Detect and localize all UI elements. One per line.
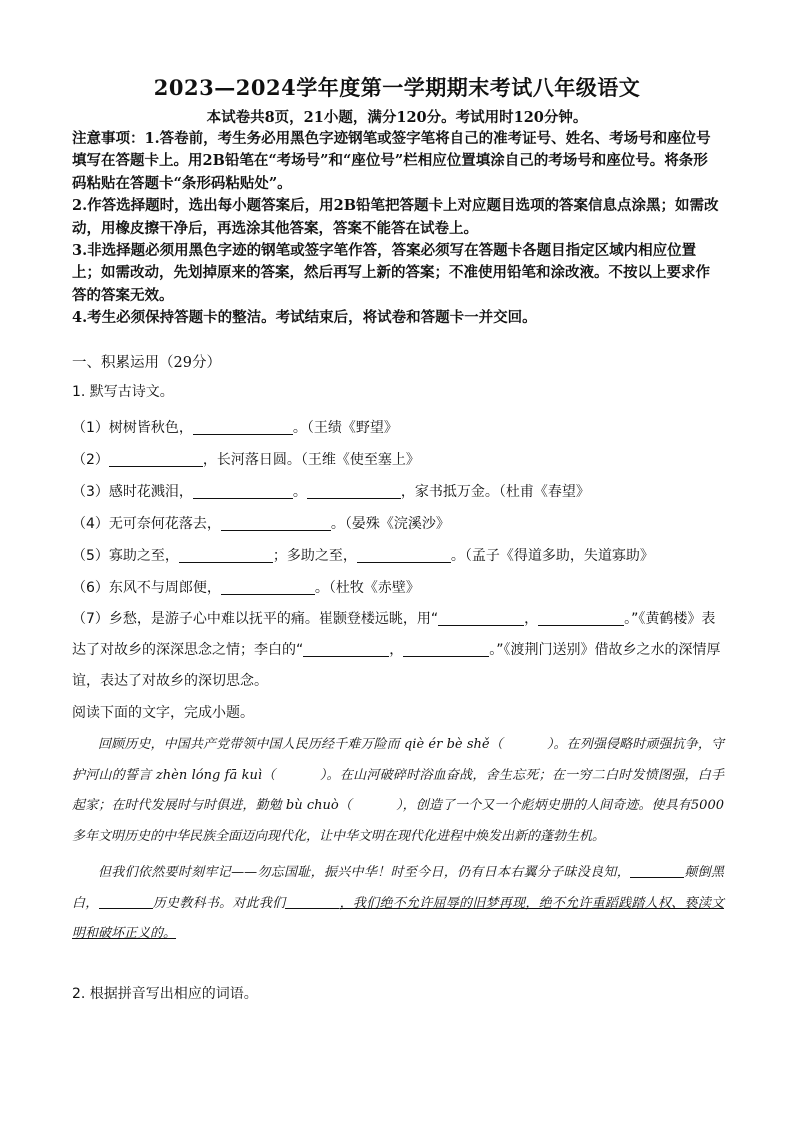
- q1-item-7: [72, 604, 724, 689]
- answer-blank[interactable]: [403, 640, 489, 657]
- answer-blank[interactable]: [109, 450, 203, 467]
- passage-text: 但我们依然要时刻牢记——勿忘国耻，振兴中华！时至今日，仍有日本右翼分子昧没良知，: [98, 865, 631, 880]
- exam-subtitle: 本试卷共8页，21小题，满分120分。考试用时120分钟。: [206, 109, 588, 126]
- q1-item-2: [72, 444, 724, 476]
- note-4: 4.考生必须保持答题卡的整洁。考试结束后，将试卷和答题卡一并交回。: [72, 309, 537, 327]
- q1-item-3: [72, 476, 724, 508]
- passage-text: ）。在列强侵略时顽强抗争，守护河山的誓言 zhèn lóng fā kuì（: [72, 737, 724, 783]
- underlined-sentence: ，我们绝不允许屈辱的旧梦再现，绝不允许重蹈践踏人权、亵渎文明和破坏正义的。: [72, 895, 724, 941]
- item-text: 。（孟子《得道多助，失道寡助》: [450, 548, 654, 564]
- answer-blank[interactable]: [438, 609, 524, 626]
- item-text: （1）树树皆秋色，: [72, 420, 193, 436]
- question-1-items: [72, 412, 724, 689]
- answer-blank[interactable]: [221, 578, 315, 595]
- q1-item-6: [72, 572, 724, 604]
- item-text: （2）: [72, 452, 109, 468]
- reading-intro: 阅读下面的文字，完成小题。: [72, 705, 254, 721]
- question-2-title: 2. 根据拼音写出相应的词语。: [72, 986, 258, 1002]
- item-text: 。（杜牧《赤壁》: [314, 580, 420, 596]
- reading-passage: [72, 730, 724, 956]
- item-text: （5）寡助之至，: [72, 548, 179, 564]
- q1-item-4: [72, 508, 724, 540]
- passage-text: 历史教科书。对此我们: [152, 895, 286, 911]
- item-text: 。（晏殊《浣溪沙》: [330, 516, 450, 532]
- item-text: 。（王绩《野望》: [292, 420, 398, 436]
- passage-text: 颠倒黑白，: [72, 865, 724, 911]
- exam-notes: [72, 128, 722, 330]
- item-text: ，: [524, 611, 539, 627]
- word-answer-blank[interactable]: [630, 863, 684, 878]
- answer-blank[interactable]: [357, 546, 451, 563]
- item-text: ；多助之至，: [272, 548, 357, 564]
- answer-blank[interactable]: [193, 482, 293, 499]
- note-3: 3.非选择题必须用黑色字迹的钢笔或签字笔作答，答案必须写在答题卡各题目指定区域内相应位置上；如需改动，先划掉原来的答案，然后再写上新的答案；不准使用铅笔和涂改液。不按以上要求作答的答案无效。: [72, 242, 710, 304]
- passage-text: ）。在山河破碎时浴血奋战，舍生忘死；在一穷二白时发愤图强，白手起家；在时代发展时与时俱进，勤勉 bù chuò（: [72, 767, 724, 813]
- item-text: 。”《渡荆门送别》借故乡之水的深情厚谊，表达了对故乡的深切思念。: [72, 642, 721, 689]
- item-text: （4）无可奈何花落去，: [72, 516, 221, 532]
- item-text: ，长河落日圆。（王维《使至塞上》: [202, 452, 420, 468]
- passage-paragraph-1: [72, 730, 724, 852]
- answer-blank[interactable]: [193, 418, 293, 435]
- note-2: 2.作答选择题时，选出每小题答案后，用2B铅笔把答题卡上对应题目选项的答案信息点涂黑；如需改动，用橡皮擦干净后，再选涂其他答案，答案不能答在试卷上。: [72, 197, 719, 237]
- note-1: 注意事项：1.答卷前，考生务必用黑色字迹钢笔或签字笔将自己的准考证号、姓名、考场号和座位号填写在答题卡上。用2B铅笔在“考场号”和“座位号”栏相应位置填涂自己的考场号和座位号。将条形码粘贴在答题卡“条形码粘贴处”。: [72, 130, 711, 192]
- q1-item-1: [72, 412, 724, 444]
- item-text: （6）东风不与周郎便，: [72, 580, 221, 596]
- word-answer-blank[interactable]: [99, 894, 153, 909]
- q1-item-5: [72, 540, 724, 572]
- item-text: 。: [292, 484, 307, 500]
- section-heading: 一、积累运用（29分）: [72, 355, 221, 371]
- passage-text: ），创造了一个又一个彪炳史册的人间奇迹。使具有5000多年文明历史的中华民族全面迈向现代化，让中华文明在现代化进程中焕发出新的蓬勃生机。: [72, 798, 724, 844]
- answer-blank[interactable]: [538, 609, 624, 626]
- passage-paragraph-2: [72, 858, 724, 950]
- answer-blank[interactable]: [307, 482, 401, 499]
- question-1-title: 1. 默写古诗文。: [72, 384, 174, 400]
- answer-blank[interactable]: [221, 514, 331, 531]
- word-answer-blank[interactable]: [285, 894, 339, 909]
- answer-blank[interactable]: [179, 546, 273, 563]
- item-text: ，家书抵万金。（杜甫《春望》: [400, 484, 590, 500]
- exam-title: 2023—2024学年度第一学期期末考试八年级语文: [153, 75, 641, 100]
- item-text: （7）乡愁，是游子心中难以抚平的痛。崔颢登楼远眺，用“: [72, 611, 439, 627]
- item-text: 。”《黄鹤楼》表达了对故乡的深深思念之情；李白的“: [72, 611, 716, 658]
- item-text: （3）感时花溅泪，: [72, 484, 193, 500]
- answer-blank[interactable]: [303, 640, 389, 657]
- item-text: ，: [389, 642, 404, 658]
- passage-text: 回顾历史，中国共产党带领中国人民历经千难万险而 qiè ér bè shě（: [98, 737, 503, 752]
